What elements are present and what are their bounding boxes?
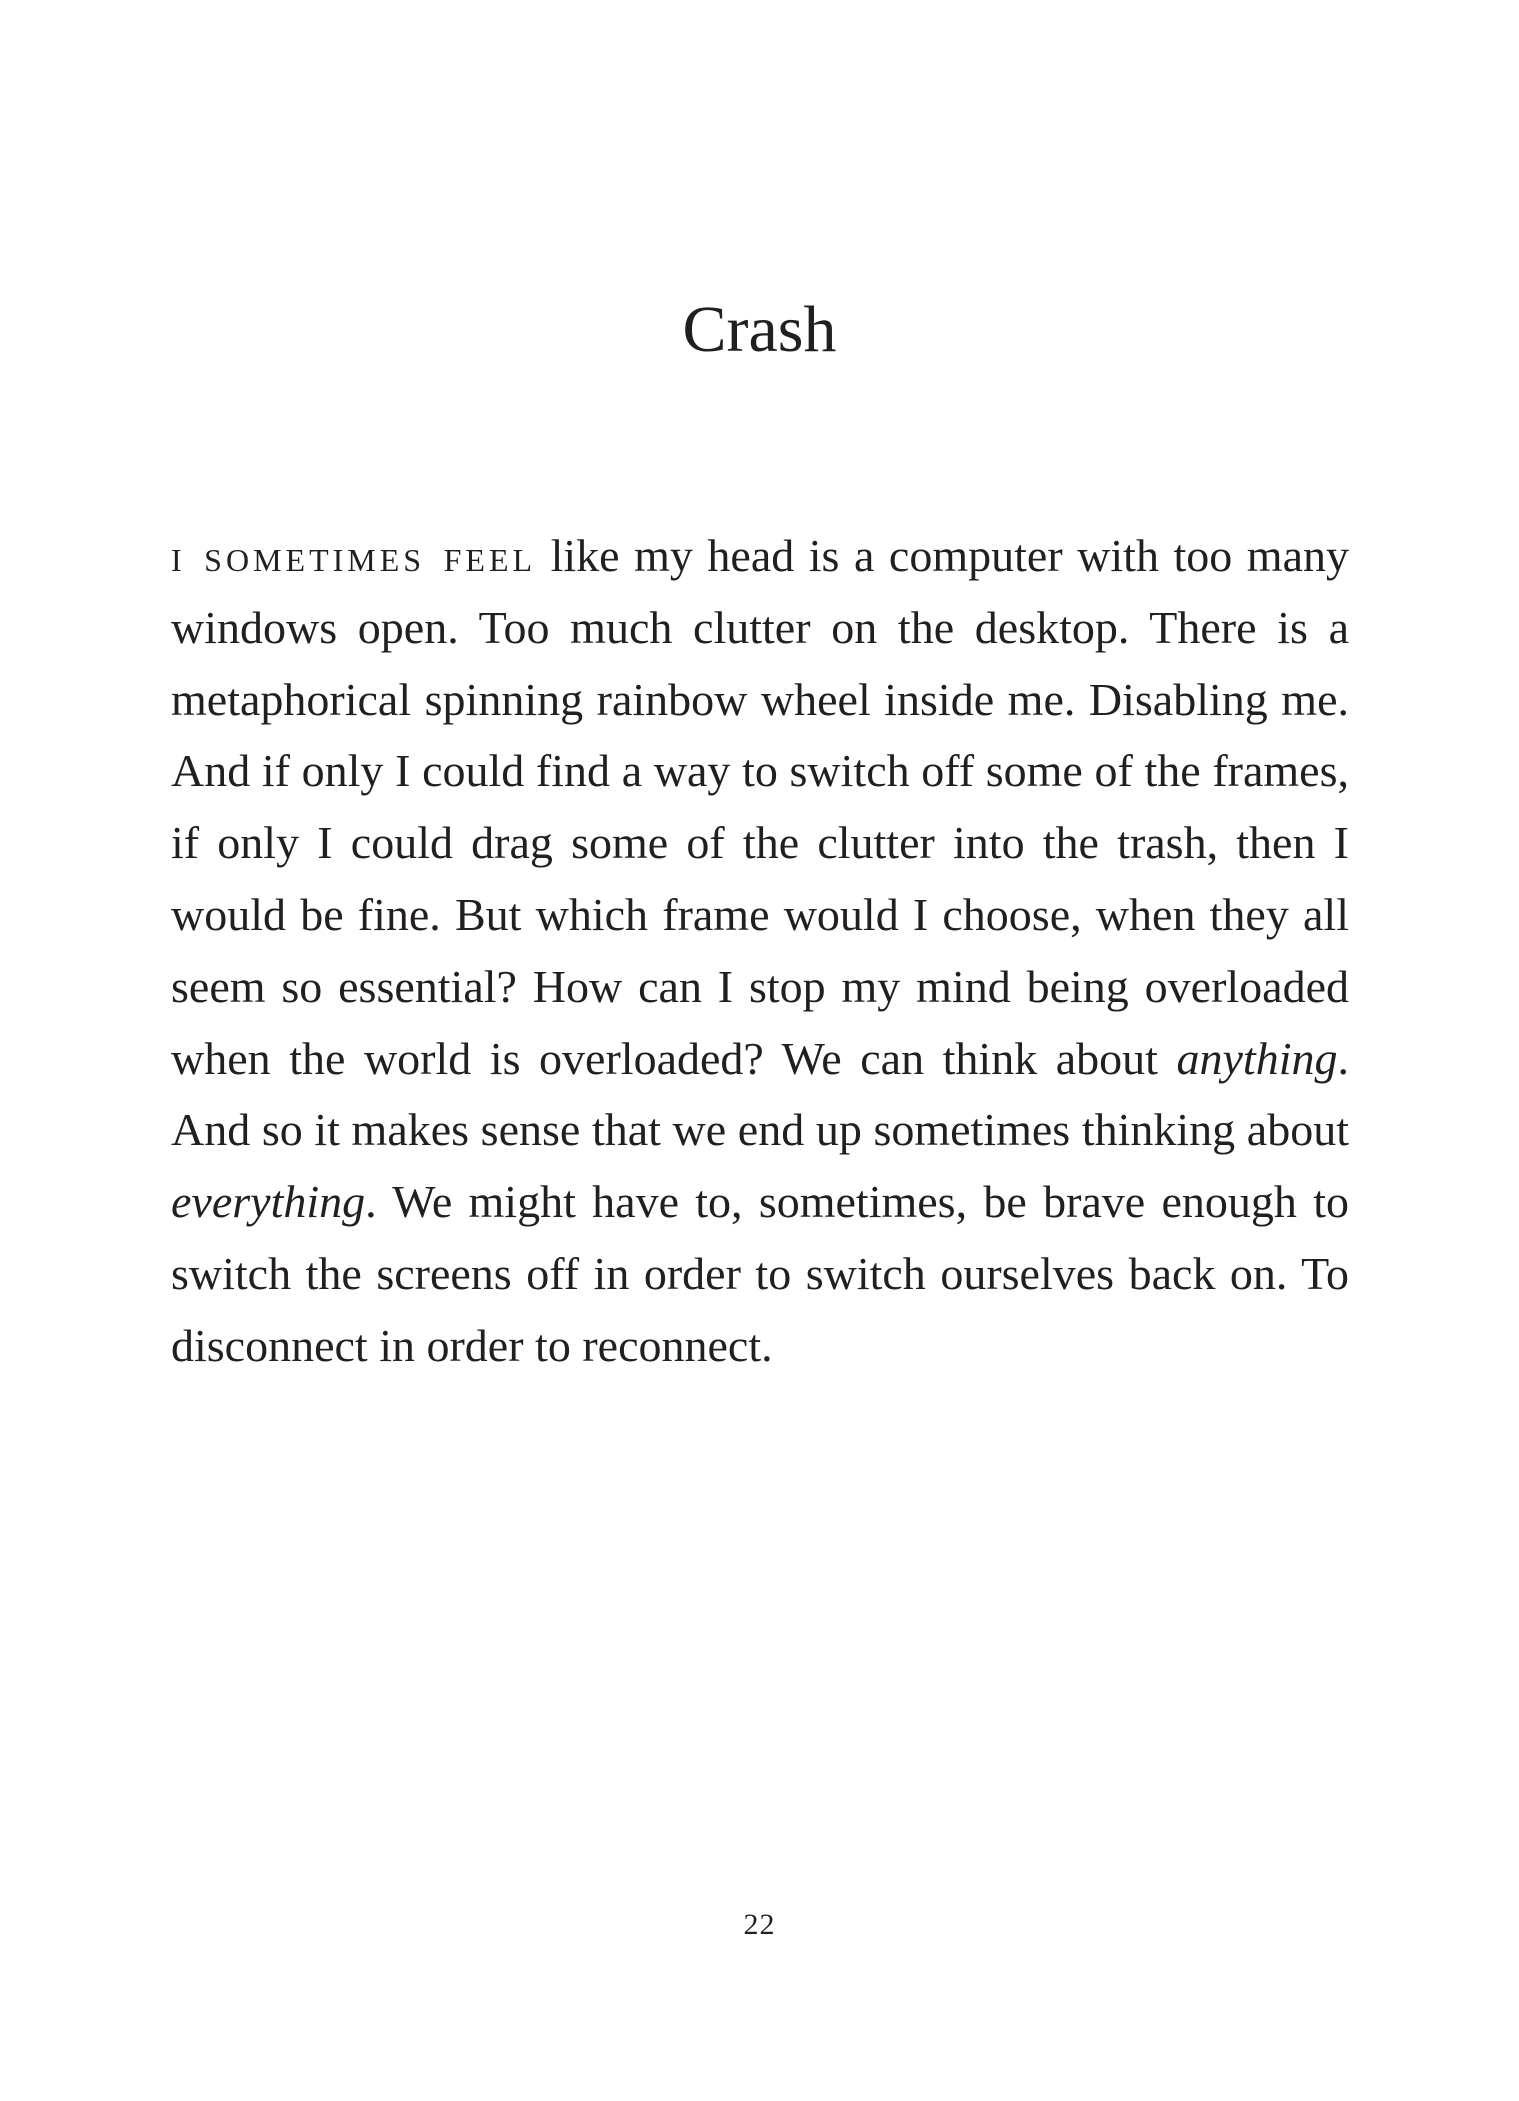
lead-in-small-caps: i sometimes feel bbox=[171, 530, 537, 581]
emphasis-everything: everything bbox=[171, 1176, 366, 1228]
emphasis-anything: anything bbox=[1176, 1032, 1338, 1084]
page-number: 22 bbox=[743, 1908, 776, 1941]
chapter-title: Crash bbox=[682, 293, 837, 366]
body-paragraph bbox=[171, 520, 1349, 1382]
body-text-part-1: like my head is a computer with too many windows open. Too much clutter on the desktop. There is a metaphorical spinning rainbow wheel inside me. Disabling me. And if only I could find a way to switch off some of the frames, if only I could drag some of the clutter into the trash, then I would be fine. But which frame would I choose, when they all seem so essential? How can I stop my mind being overloaded when the world is overloaded? We can think about bbox=[171, 530, 1349, 1084]
body-text-part-2: . And so it makes sense that we end up sometimes thinking about bbox=[171, 1032, 1349, 1156]
body-text-part-3: . We might have to, sometimes, be brave enough to switch the screens off in order to switch ourselves back on. To disconnect in order to reconnect. bbox=[171, 1176, 1349, 1371]
